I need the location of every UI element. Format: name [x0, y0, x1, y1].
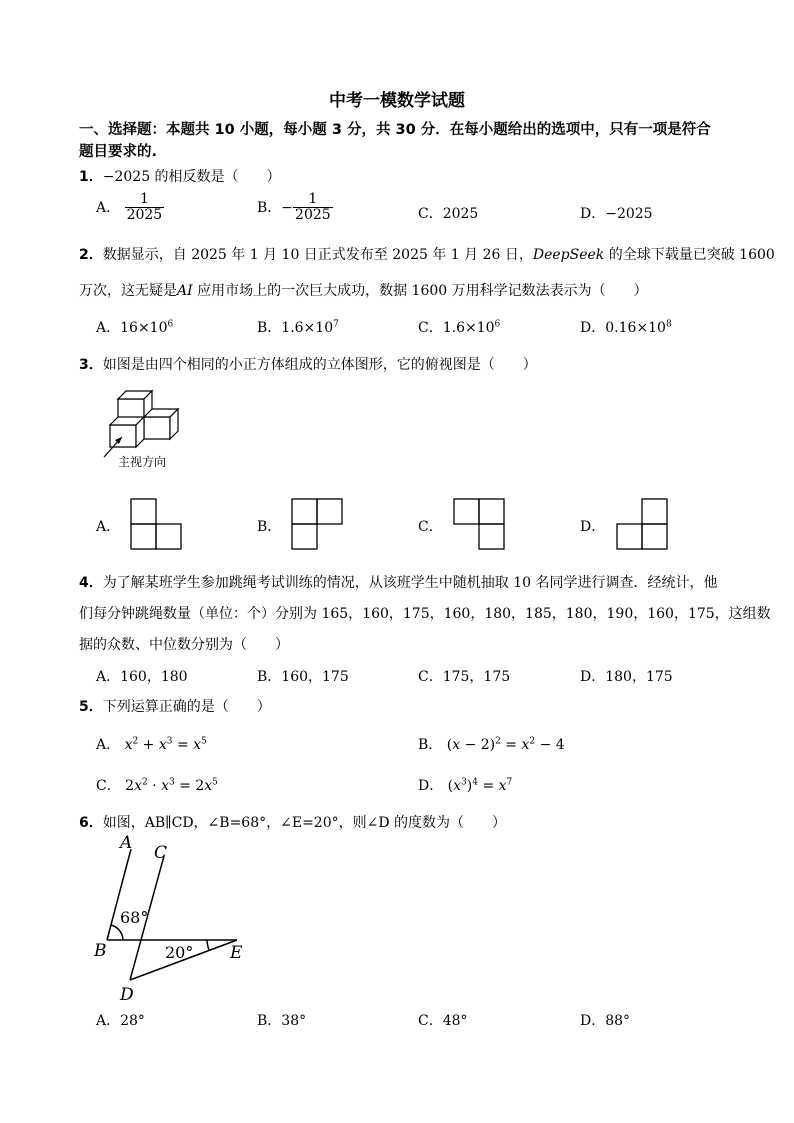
- q5-option-c[interactable]: C． $2x^2 \cdot x^3 = 2x^5$: [96, 777, 218, 794]
- q3-option-c-label[interactable]: C．: [418, 519, 443, 535]
- q3-option-b-figure[interactable]: [291, 498, 343, 550]
- question-text: 如图是由四个相同的小正方体组成的立体图形，它的俯视图是（ ）: [102, 357, 537, 373]
- question-text: 下列运算正确的是（ ）: [102, 699, 271, 715]
- q3-option-d-label[interactable]: D．: [580, 519, 606, 535]
- q3-option-a-label[interactable]: A．: [96, 519, 121, 535]
- label-d: D: [120, 985, 134, 1005]
- q5-option-a[interactable]: A． $x^2 + x^3 = x^5$: [96, 736, 207, 753]
- question-4-line2: 们每分钟跳绳数量（单位：个）分别为 165，160，175，160，180，185，180，190，160，175，这组数: [79, 606, 771, 622]
- q4-option-a[interactable]: A．160，180: [96, 669, 188, 685]
- question-text: 如图，AB∥CD，∠B=68°，∠E=20°，则∠D 的度数为（ ）: [102, 815, 507, 831]
- question-text: 应用市场上的一次巨大成功，数据 1600 万用科学记数法表示为（ ）: [197, 283, 648, 299]
- q6-option-b[interactable]: B．38°: [257, 1013, 307, 1029]
- q3-option-b-label[interactable]: B．: [257, 519, 282, 535]
- q4-option-b[interactable]: B．160，175: [257, 669, 349, 685]
- question-5: [79, 696, 271, 716]
- q2-option-b[interactable]: B．$1.6\times 10^7$: [257, 319, 339, 336]
- question-number: 3．: [79, 357, 103, 373]
- deepseek-name: DeepSeek: [532, 247, 605, 263]
- question-2-line1: [79, 244, 775, 264]
- figure-label: 主视方向: [118, 455, 167, 469]
- fraction: $\frac{1}{2025}$: [126, 191, 163, 224]
- question-4-line1: [79, 572, 717, 592]
- q5-option-d[interactable]: D． $(x^3)^4 = x^7$: [418, 777, 513, 794]
- label-a: A: [120, 833, 133, 853]
- q6-option-a[interactable]: A．28°: [96, 1013, 145, 1029]
- question-text: −2025 的相反数是（ ）: [102, 169, 281, 185]
- q3-option-a-figure[interactable]: [130, 498, 182, 550]
- q4-option-d[interactable]: D．180，175: [580, 669, 673, 685]
- question-text: 数据显示，自 2025 年 1 月 10 日正式发布至 2025 年 1 月 26 日，: [102, 247, 533, 263]
- label-e: E: [230, 943, 243, 963]
- q2-option-c[interactable]: C．$1.6\times 10^6$: [418, 319, 501, 336]
- q6-option-c[interactable]: C．48°: [418, 1013, 468, 1029]
- q5-option-b[interactable]: B． $(x - 2)^2 = x^2 - 4$: [418, 736, 565, 753]
- question-number: 5．: [79, 699, 103, 715]
- question-2-line2: [79, 280, 648, 300]
- minus-sign: −: [281, 199, 294, 216]
- option-label: A．: [96, 199, 121, 216]
- q1-option-a[interactable]: [96, 192, 164, 224]
- question-number: 6．: [79, 815, 103, 831]
- section-heading-line2: 题目要求的.: [79, 144, 158, 160]
- option-label: A．: [96, 737, 121, 753]
- q1-option-c[interactable]: C．2025: [418, 206, 479, 222]
- option-label: C．: [96, 778, 121, 794]
- option-label: B．: [257, 199, 282, 216]
- q3-option-c-figure[interactable]: [453, 498, 505, 550]
- option-label: D．: [418, 778, 444, 794]
- label-c: C: [154, 843, 168, 863]
- section-heading-line1: 一、选择题：本题共 10 小题，每小题 3 分，共 30 分．在每小题给出的选项中，只有一项是符合: [79, 122, 711, 138]
- label-b: B: [94, 941, 107, 961]
- question-number: 4．: [79, 575, 103, 591]
- question-text: 为了解某班学生参加跳绳考试训练的情况，从该班学生中随机抽取 10 名同学进行调查．经统计，他: [102, 575, 718, 591]
- q2-option-a[interactable]: A．$16\times 10^6$: [96, 319, 174, 336]
- question-text: 的全球下载量已突破 1600: [608, 247, 775, 263]
- angle-b-label: 68°: [120, 908, 149, 927]
- question-3: [79, 354, 537, 374]
- ai-term: AI: [177, 283, 193, 299]
- cube-figure: [100, 385, 190, 445]
- question-number: 1．: [79, 169, 103, 185]
- q4-option-c[interactable]: C．175，175: [418, 669, 511, 685]
- geometry-figure: [90, 832, 260, 1007]
- option-label: B．: [418, 737, 443, 753]
- fraction: $\frac{1}{2025}$: [295, 191, 331, 224]
- question-4-line3: 据的众数、中位数分别为（ ）: [79, 637, 289, 653]
- question-number: 2．: [79, 247, 103, 263]
- question-1: [79, 166, 281, 186]
- q6-option-d[interactable]: D．88°: [580, 1013, 631, 1029]
- q1-option-d[interactable]: D．−2025: [580, 206, 653, 222]
- question-text: 万次，这无疑是: [79, 283, 177, 299]
- angle-e-label: 20°: [165, 943, 194, 962]
- question-6: [79, 812, 506, 832]
- q2-option-d[interactable]: D．$0.16\times 10^8$: [580, 319, 672, 336]
- page-title: 中考一模数学试题: [329, 91, 465, 111]
- q1-option-b[interactable]: [257, 192, 333, 224]
- q3-option-d-figure[interactable]: [616, 498, 668, 550]
